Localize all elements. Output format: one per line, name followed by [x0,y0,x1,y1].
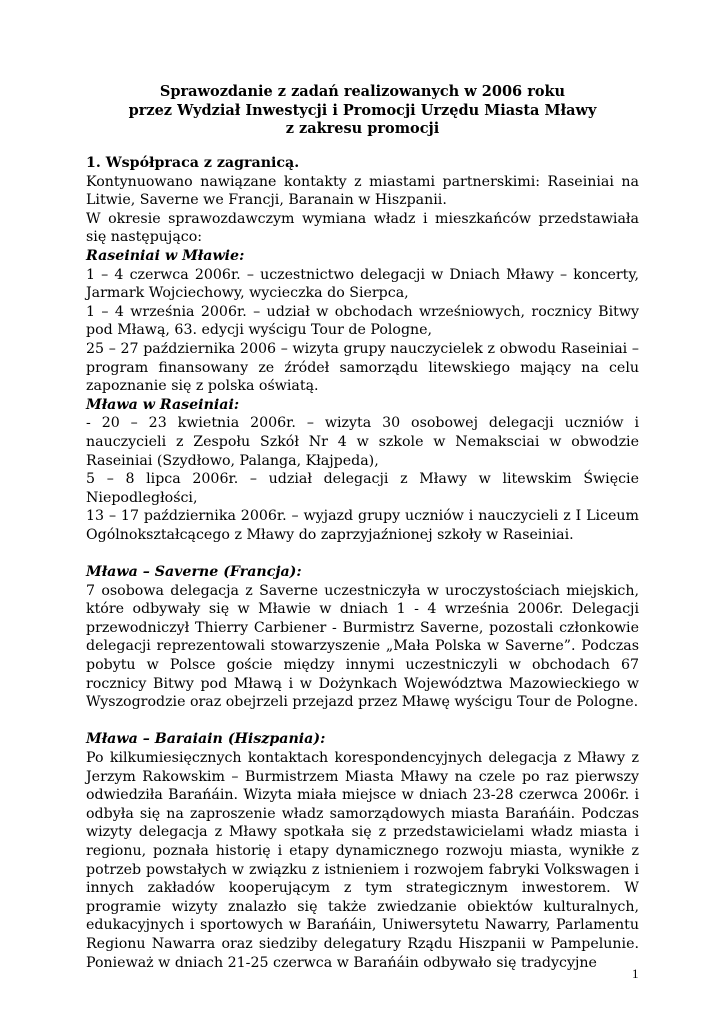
page-number: 1 [632,966,639,981]
spacer [86,544,639,563]
list-item: 5 – 8 lipca 2006r. – udział delegacji z Mławy w litewskim Święcie Niepodległości, [86,471,639,506]
section-heading: 1. Współpraca z zagranicą. [86,155,300,171]
list-item: 13 – 17 października 2006r. – wyjazd grupy uczniów i nauczycieli z I Liceum Ogólnokształcącego z Mławy do zaprzyjaźnionej szkoły w Raseiniai. [86,508,639,543]
subsection-heading-saverne: Mława – Saverne (Francja): [86,564,302,581]
paragraph: W okresie sprawozdawczym wymiana władz i mieszkańców przedstawiała się następująco: [86,210,639,246]
paragraph: 7 osobowa delegacja z Saverne uczestniczyła w uroczystościach miejskich, które odbywały się w Mławie w dniach 1 - 4 września 2006r. Delegacji przewodniczył Thierry Carbiener - Burmistrz Saverne, pozostali członkowie delegacji reprezentowali stowarzyszenie „Mała Polska w Saverne”. Podczas pobytu w Polsce goście między innymi uczestniczyli w obchodach 67 rocznicy Bitwy pod Mławą i w Dożynkach Województwa Mazowieckiego w Wyszogrodzie oraz obejrzeli przejazd przez Mławę wyścigu Tour de Pologne. [86,582,639,711]
subsection-heading-mlawa-in-raseiniai: Mława w Raseiniai: [86,396,240,413]
list-item: 25 – 27 października 2006 – wizyta grupy nauczycielek z obwodu Raseiniai – program finansowany ze źródeł samorządu litewskiego mający na celu zapoznanie się z polska oświatą. [86,340,639,395]
title-line-1: Sprawozdanie z zadań realizowanych w 2006 roku [159,83,566,100]
subsection-heading-raseiniai-in-mlawa: Raseiniai w Mławie: [86,247,245,264]
paragraph: Kontynuowano nawiązane kontakty z miastami partnerskimi: Raseiniai na Litwie, Saverne we Francji, Baranain w Hiszpanii. [86,173,639,209]
report-title [60,83,665,139]
spacer [86,712,639,731]
title-line-3: z zakresu promocji [285,120,440,138]
subsection-heading-baraiain: Mława – Baraiain (Hiszpania): [86,731,326,748]
list-item: 1 – 4 czerwca 2006r. – uczestnictwo delegacji w Dniach Mławy – koncerty, Jarmark Wojciechowy, wycieczka do Sierpca, [86,266,639,302]
title-line-2: przez Wydział Inwestycji i Promocji Urzędu Miasta Mławy [128,101,597,119]
paragraph: Po kilkumiesięcznych kontaktach korespondencyjnych delegacja z Mławy z Jerzym Rakowskim – Burmistrzem Miasta Mławy na czele po raz pierwszy odwiedziła Barańáin. Wizyta miała miejsce w dniach 23-28 czerwca 2006r. i odbyła się na zaproszenie władz samorządowych miasta Barańáin. Podczas wizyty delegacja z Mławy spotkała się z przedstawicielami władz miasta i regionu, poznała historię i etapy dynamicznego rozwoju miasta, wynikłe z potrzeb powstałych w związku z istnieniem i rozwojem fabryki Volkswagen i innych zakładów kooperującym z tym strategicznym inwestorem. W programie wizyty znalazło się także zwiedzanie obiektów kulturalnych, edukacyjnych i sportowych w Barańáin, Uniwersytetu Nawarry, Parlamentu Regionu Nawarra oraz siedziby delegatury Rządu Hiszpanii w Pampelunie. Ponieważ w dniach 21-25 czerwca w Barańáin odbywało się tradycyjne [86,750,639,971]
document-body [86,154,639,972]
list-item: 1 – 4 września 2006r. – udział w obchodach wrześniowych, rocznicy Bitwy pod Mławą, 63. edycji wyścigu Tour de Pologne, [86,303,639,339]
list-item: - 20 – 23 kwietnia 2006r. – wizyta 30 osobowej delegacji uczniów i nauczycieli z Zespołu Szkół Nr 4 w szkole w Nemaksciai w obwodzie Raseiniai (Szydłowo, Palanga, Kłajpeda), [86,415,639,469]
